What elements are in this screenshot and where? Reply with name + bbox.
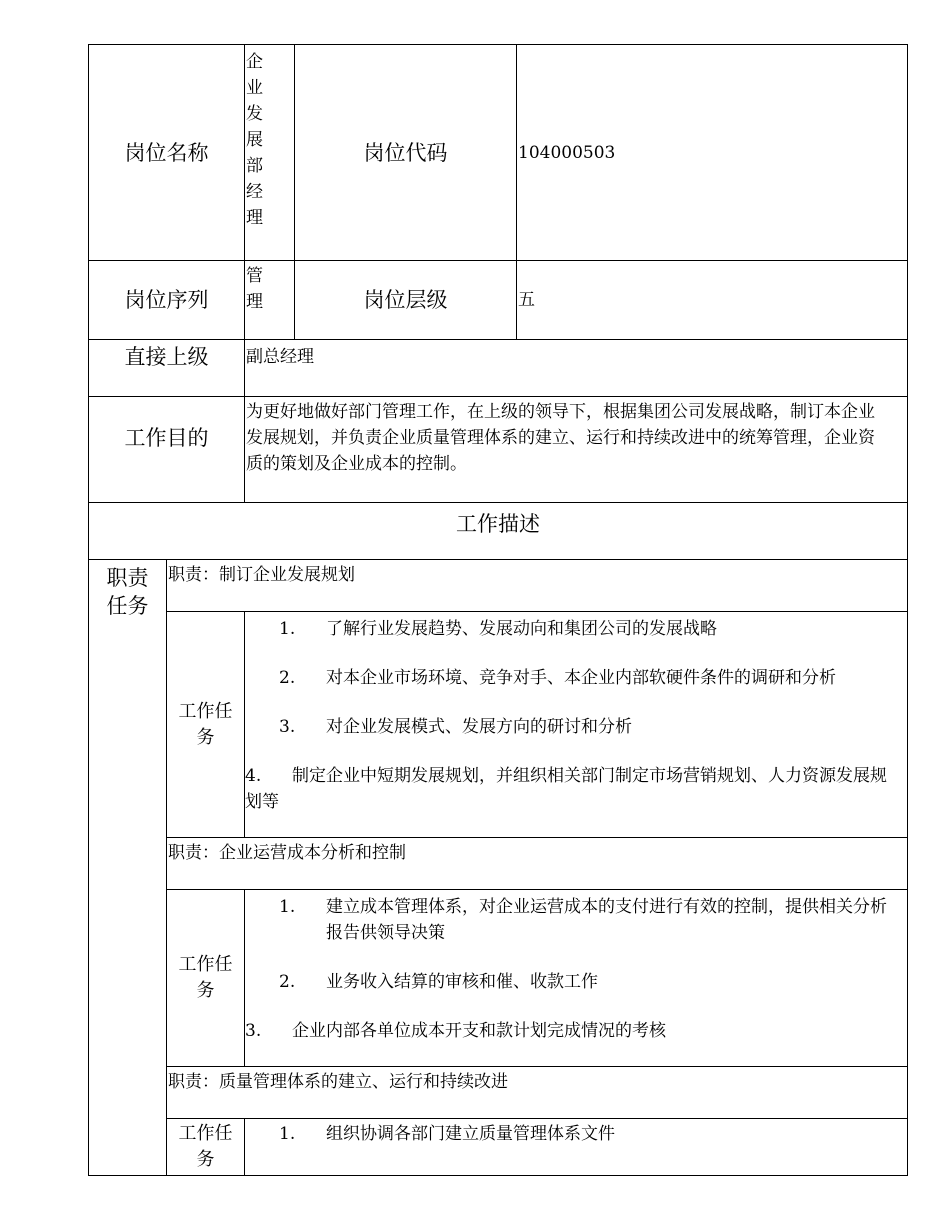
- task-num: 3.: [245, 1021, 262, 1041]
- duty-3-task-label: 工作任务: [178, 1123, 233, 1170]
- task-item: [245, 763, 891, 815]
- position-series-label: 岗位序列: [89, 261, 245, 340]
- duty-3-title-row: [89, 1067, 908, 1119]
- task-item: [245, 1018, 887, 1044]
- position-name-label: 岗位名称: [89, 45, 245, 261]
- purpose-value: 为更好地做好部门管理工作，在上级的领导下，根据集团公司发展战略，制订本企业发展规划，并负责企业质量管理体系的建立、运行和持续改进中的统筹管理，企业资质的策划及企业成本的控制。: [245, 397, 908, 503]
- task-text: 企业内部各单位成本开支和款计划完成情况的考核: [292, 1021, 666, 1041]
- row-position-series: [89, 261, 908, 340]
- row-description-title: [89, 503, 908, 560]
- task-text: 业务收入结算的审核和催、收款工作: [326, 972, 598, 992]
- task-text: 对企业发展模式、发展方向的研讨和分析: [326, 717, 632, 737]
- duty-3-tasks-row: [89, 1119, 908, 1176]
- supervisor-label: 直接上级: [89, 340, 245, 397]
- duty-1-task-list: [245, 612, 908, 838]
- duty-label-cell: [89, 560, 167, 1176]
- duty-3-task-list: [245, 1119, 908, 1176]
- duty-2-tasks-row: [89, 890, 908, 1067]
- task-item: [245, 969, 887, 995]
- task-item: [245, 616, 891, 642]
- task-num: 2.: [279, 972, 296, 992]
- duty-2-task-list: [245, 890, 908, 1067]
- duty-2-task-label-cell: [167, 890, 245, 1067]
- task-num: 3.: [279, 717, 296, 737]
- duty-1-tasks-row: [89, 612, 908, 838]
- position-name-cell: [245, 45, 295, 261]
- job-description-page: [88, 44, 907, 1176]
- duty-1-task-label-cell: [167, 612, 245, 838]
- task-num: 1.: [279, 1124, 296, 1144]
- position-name-value: 企业发展部经理: [246, 52, 263, 228]
- description-title: 工作描述: [89, 503, 908, 560]
- position-code-value: 104000503: [517, 45, 908, 261]
- supervisor-value: 副总经理: [245, 340, 908, 397]
- duty-2-title: 职责：企业运营成本分析和控制: [167, 838, 908, 890]
- duty-label: 职责任务: [106, 566, 149, 618]
- task-text: 制定企业中短期发展规划，并组织相关部门制定市场营销规划、人力资源发展规划等: [245, 766, 887, 812]
- position-level-value: 五: [517, 261, 908, 340]
- purpose-label: 工作目的: [89, 397, 245, 503]
- task-num: 1.: [279, 897, 296, 917]
- duty-1-title-row: [89, 560, 908, 612]
- duty-2-task-label: 工作任务: [178, 954, 233, 1001]
- duty-3-title: 职责：质量管理体系的建立、运行和持续改进: [167, 1067, 908, 1119]
- duty-3-task-label-cell: [167, 1119, 245, 1176]
- row-purpose: [89, 397, 908, 503]
- task-item: [245, 894, 887, 946]
- position-code-label: 岗位代码: [295, 45, 517, 261]
- task-text: 对本企业市场环境、竞争对手、本企业内部软硬件条件的调研和分析: [326, 668, 836, 688]
- duty-2-title-row: [89, 838, 908, 890]
- job-description-table: [88, 44, 908, 1176]
- task-num: 1.: [279, 619, 296, 639]
- task-item: [245, 665, 891, 691]
- task-item: [245, 714, 891, 740]
- position-series-value: 管理: [246, 266, 263, 312]
- position-series-cell: [245, 261, 295, 340]
- duty-1-task-label: 工作任务: [178, 700, 233, 748]
- task-item: [245, 1121, 891, 1147]
- task-text: 组织协调各部门建立质量管理体系文件: [326, 1124, 615, 1144]
- row-position-name: [89, 45, 908, 261]
- task-text: 了解行业发展趋势、发展动向和集团公司的发展战略: [326, 619, 717, 639]
- duty-1-title: 职责：制订企业发展规划: [167, 560, 908, 612]
- task-num: 4.: [245, 766, 262, 786]
- task-num: 2.: [279, 668, 296, 688]
- row-supervisor: [89, 340, 908, 397]
- task-text: 建立成本管理体系，对企业运营成本的支付进行有效的控制，提供相关分析报告供领导决策: [326, 897, 887, 943]
- position-level-label: 岗位层级: [295, 261, 517, 340]
